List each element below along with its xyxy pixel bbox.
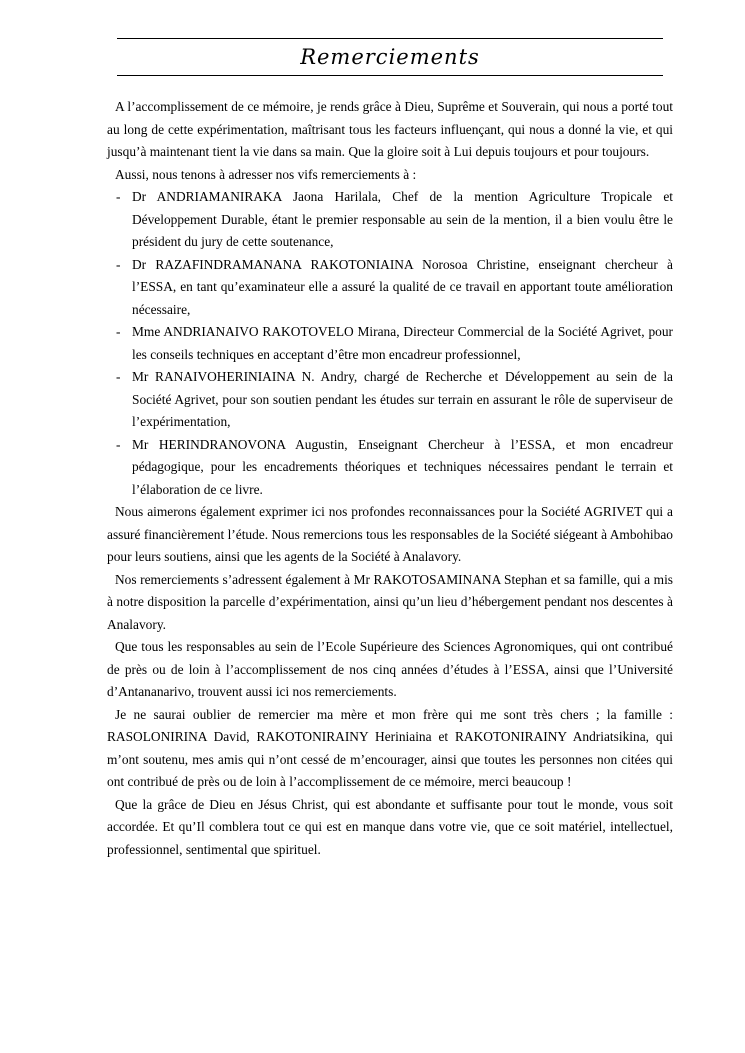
document-body xyxy=(107,96,673,861)
paragraph-intro: A l’accomplissement de ce mémoire, je rends grâce à Dieu, Suprême et Souverain, qui nous a porté tout au long de cette expérimentation, maîtrisant tous les facteurs influençant, qui nous a donné la vie, et qui jusqu’à maintenant tient la vie dans sa main. Que la gloire soit à Lui depuis toujours et pour toujours. xyxy=(107,99,673,159)
title-block xyxy=(117,38,663,76)
list-item: - Dr ANDRIAMANIRAKA Jaona Harilala, Chef de la mention Agriculture Tropicale et Développement Durable, étant le premier responsable au sein de la mention, il a bien voulu être le président du jury de cette soutenance, xyxy=(107,186,673,254)
list-item: - Dr RAZAFINDRAMANANA RAKOTONIAINA Norosoa Christine, enseignant chercheur à l’ESSA, en tant qu’examinateur elle a assuré la qualité de ce travail en apportant toute amélioration nécessaire, xyxy=(107,254,673,322)
list-item: - Mr RANAIVOHERINIAINA N. Andry, chargé de Recherche et Développement au sein de la Société Agrivet, pour son soutien pendant les études sur terrain en assurant le rôle de superviseur de l’expérimentation, xyxy=(107,366,673,434)
paragraph-blessing: Que la grâce de Dieu en Jésus Christ, qui est abondante et suffisante pour tout le monde, vous soit accordée. Et qu’Il comblera tout ce qui est en manque dans votre vie, que ce soit matériel, intellectuel, professionnel, sentimental que spirituel. xyxy=(107,796,673,857)
paragraph-family: Je ne saurai oublier de remercier ma mère et mon frère qui me sont très chers ; la famille : RASOLONIRINA David, RAKOTONIRAINY Heriniaina et RAKOTONIRAINY Andriatsikina, qui m’ont soutenu, mes amis qui n’ont cessé de m’encourager, ainsi que toutes les personnes non citées qui ont contribué de près ou de loin à l’accomplissement de ce mémoire, merci beaucoup ! xyxy=(107,706,673,789)
page-title: Remerciements xyxy=(300,45,480,69)
paragraph-host-family: Nos remerciements s’adressent également à Mr RAKOTOSAMINANA Stephan et sa famille, qui a mis à notre disposition la parcelle d’expérimentation, ainsi qu’un lieu d’hébergement pendant nos descentes à Analavory. xyxy=(107,571,673,632)
paragraph-school: Que tous les responsables au sein de l’Ecole Supérieure des Sciences Agronomiques, qui ont contribué de près ou de loin à l’accomplissement de nos cinq années d’études à l’ESSA, ainsi que l’Université d’Antananarivo, trouvent aussi ici nos remerciements. xyxy=(107,639,673,699)
paragraph-agrivet: Nous aimerons également exprimer ici nos profondes reconnaissances pour la Société AGRIVET qui a assuré financièrement l’étude. Nous remercions tous les responsables de la Société siégeant à Ambohibao pour leurs soutiens, ainsi que les agents de la Société à Analavory. xyxy=(107,504,673,564)
paragraph-thanks-lead: Aussi, nous tenons à adresser nos vifs remerciements à : xyxy=(115,166,417,182)
list-item: - Mme ANDRIANAIVO RAKOTOVELO Mirana, Directeur Commercial de la Société Agrivet, pour les conseils techniques en acceptant d’être mon encadreur professionnel, xyxy=(107,321,673,366)
list-item: - Mr HERINDRANOVONA Augustin, Enseignant Chercheur à l’ESSA, et mon encadreur pédagogique, pour les encadrements théoriques et techniques nécessaires pendant le terrain et l’élaboration de ce livre. xyxy=(107,434,673,502)
document-page xyxy=(107,0,673,861)
acknowledgement-list xyxy=(107,186,673,501)
